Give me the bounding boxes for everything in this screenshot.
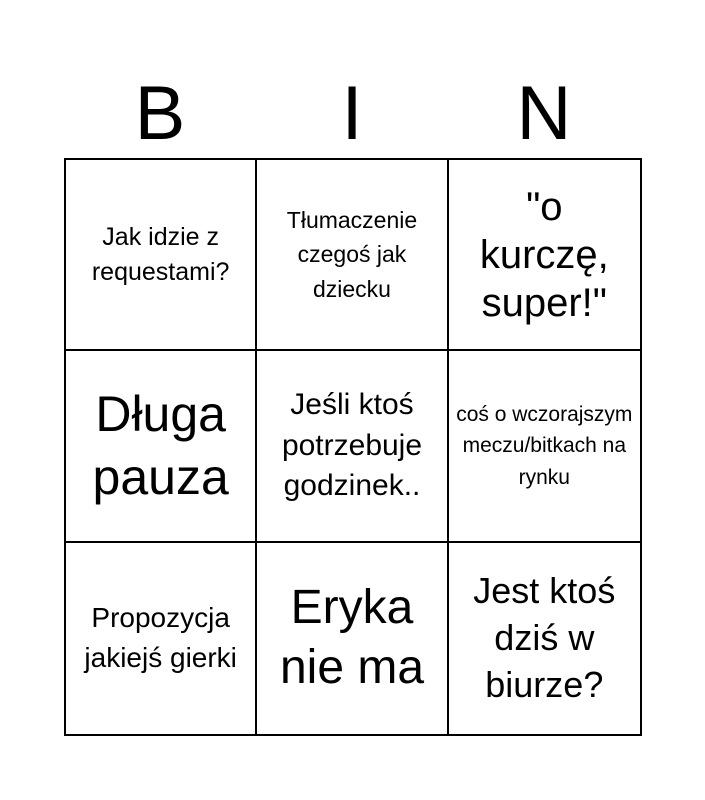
bingo-cell[interactable] — [66, 351, 257, 542]
bingo-cell[interactable] — [66, 160, 257, 351]
header-letter-b: B — [134, 71, 186, 156]
bingo-cell[interactable] — [449, 351, 640, 542]
header-letter-i: I — [341, 71, 363, 156]
cell-text: Propozycja jakiejś gierki — [84, 601, 237, 674]
bingo-cell[interactable] — [449, 160, 640, 351]
cell-text: Eryka nie ma — [279, 581, 425, 695]
cell-text: Jak idzie z requestami? — [91, 223, 230, 286]
bingo-cell[interactable] — [449, 543, 640, 734]
cell-text: Jest ktoś dziś w biurze? — [473, 570, 616, 705]
cell-text: Długa pauza — [92, 386, 229, 505]
bingo-board — [64, 158, 642, 736]
cell-text: coś o wczorajszym meczu/bitkach na rynku — [456, 402, 633, 489]
bingo-cell[interactable] — [257, 160, 448, 351]
cell-text: Tłumaczenie czegoś jak dziecku — [286, 206, 418, 302]
bingo-cell[interactable] — [66, 543, 257, 734]
bingo-cell[interactable] — [257, 351, 448, 542]
header-letter-n: N — [516, 71, 572, 156]
cell-text: Jeśli ktoś potrzebuje godzinek.. — [281, 388, 423, 503]
bingo-cell[interactable] — [257, 543, 448, 734]
bingo-header — [64, 70, 640, 158]
cell-text: "o kurczę, super!" — [479, 184, 609, 325]
